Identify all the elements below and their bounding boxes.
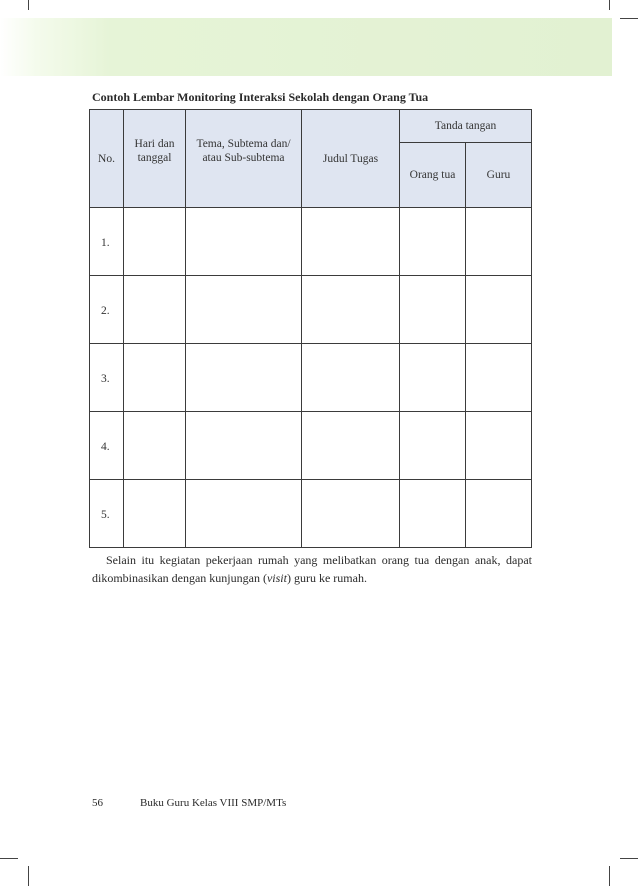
cell-tema[interactable] (186, 208, 302, 276)
cell-judul-tugas[interactable] (302, 208, 400, 276)
crop-mark-bottom-left-v (28, 866, 29, 886)
cell-tema[interactable] (186, 276, 302, 344)
cell-hari-tanggal[interactable] (124, 276, 186, 344)
row-number: 1. (90, 208, 124, 276)
table-row (90, 276, 532, 344)
crop-mark-top-right-h (620, 18, 638, 19)
header-no: No. (90, 110, 124, 208)
cell-orang-tua[interactable] (400, 276, 466, 344)
cell-hari-tanggal[interactable] (124, 412, 186, 480)
cell-orang-tua[interactable] (400, 208, 466, 276)
cell-orang-tua[interactable] (400, 344, 466, 412)
page-number: 56 (92, 797, 103, 809)
cell-guru[interactable] (466, 344, 532, 412)
cell-orang-tua[interactable] (400, 412, 466, 480)
cell-hari-tanggal[interactable] (124, 208, 186, 276)
cell-guru[interactable] (466, 208, 532, 276)
cell-tema[interactable] (186, 344, 302, 412)
cell-judul-tugas[interactable] (302, 480, 400, 548)
page-footer (92, 797, 286, 809)
book-title: Buku Guru Kelas VIII SMP/MTs (140, 797, 287, 809)
header-tanda-tangan: Tanda tangan (400, 110, 532, 143)
body-paragraph (92, 551, 532, 587)
cell-judul-tugas[interactable] (302, 344, 400, 412)
cell-tema[interactable] (186, 412, 302, 480)
table-row (90, 412, 532, 480)
crop-mark-top-left-v (28, 0, 29, 10)
cell-guru[interactable] (466, 480, 532, 548)
header-guru: Guru (466, 143, 532, 208)
header-hari-tanggal: Hari dan tanggal (124, 110, 186, 208)
crop-mark-top-right-v (609, 0, 610, 10)
row-number: 5. (90, 480, 124, 548)
form-title: Contoh Lembar Monitoring Interaksi Sekolah dengan Orang Tua (92, 90, 429, 104)
paragraph-text-start: Selain itu kegiatan pekerjaan rumah yang melibatkan orang tua dengan anak, dapat dikombinasikan dengan kunjungan ( (92, 553, 532, 585)
row-number: 4. (90, 412, 124, 480)
cell-judul-tugas[interactable] (302, 412, 400, 480)
table-row (90, 480, 532, 548)
cell-hari-tanggal[interactable] (124, 344, 186, 412)
row-number: 2. (90, 276, 124, 344)
header-tema: Tema, Subtema dan/ atau Sub-subtema (186, 110, 302, 208)
crop-mark-bottom-left-h (0, 858, 18, 859)
cell-orang-tua[interactable] (400, 480, 466, 548)
cell-guru[interactable] (466, 276, 532, 344)
table-row (90, 208, 532, 276)
cell-hari-tanggal[interactable] (124, 480, 186, 548)
header-judul-tugas: Judul Tugas (302, 110, 400, 208)
paragraph-italic-term: visit (266, 571, 287, 585)
row-number: 3. (90, 344, 124, 412)
table-row (90, 344, 532, 412)
cell-tema[interactable] (186, 480, 302, 548)
header-banner (0, 18, 612, 76)
monitoring-table (89, 109, 532, 548)
crop-mark-bottom-right-h (620, 858, 638, 859)
cell-guru[interactable] (466, 412, 532, 480)
cell-judul-tugas[interactable] (302, 276, 400, 344)
crop-mark-bottom-right-v (609, 866, 610, 886)
paragraph-text-end: ) guru ke rumah. (286, 571, 367, 585)
header-orang-tua: Orang tua (400, 143, 466, 208)
